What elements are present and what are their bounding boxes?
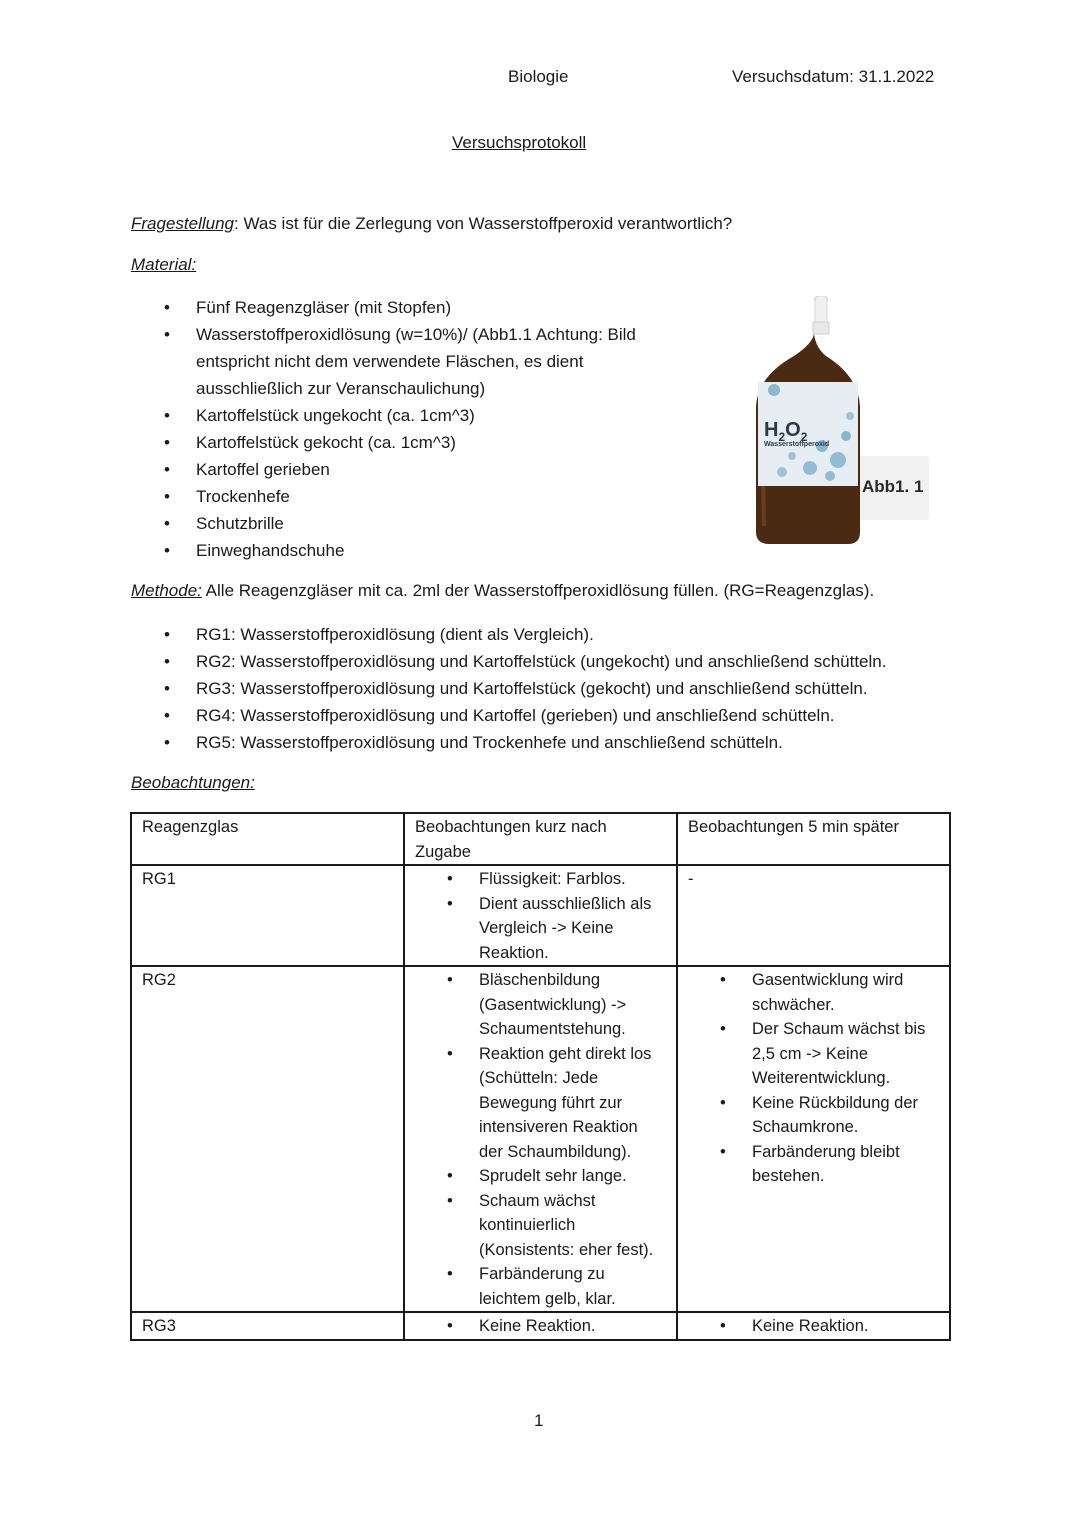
figure-caption: Abb1. 1 — [862, 477, 924, 496]
table-cell-kurz — [404, 966, 677, 1312]
h2o2-bottle-figure — [752, 296, 932, 548]
table-row — [131, 966, 950, 1312]
material-item: • Kartoffel gerieben — [131, 456, 676, 483]
material-label: Material: — [131, 255, 197, 274]
table-cell-spaeter — [677, 966, 950, 1312]
material-item: • Einweghandschuhe — [131, 537, 676, 564]
header-date: Versuchsdatum: 31.1.2022 — [732, 67, 935, 86]
table-header-cell: Reagenzglas — [131, 813, 404, 865]
methode-item: • RG1: Wasserstoffperoxidlösung (dient als Vergleich). — [131, 621, 991, 648]
table-header-row — [131, 813, 950, 865]
table-header-cell: Beobachtungen 5 min später — [677, 813, 950, 865]
table-row — [131, 1312, 950, 1340]
methode-line — [131, 581, 874, 601]
material-item: • Wasserstoffperoxidlösung (w=10%)/ (Abb1.1 Achtung: Bild entspricht nicht dem verwendete Fläschen, es dient ausschließlich zur Veranschaulichung) — [131, 321, 676, 402]
methode-item: • RG4: Wasserstoffperoxidlösung und Kartoffel (gerieben) und anschließend schütteln. — [131, 702, 991, 729]
table-cell-kurz — [404, 865, 677, 966]
list-item: • Keine Reaktion. — [688, 1314, 939, 1339]
table-row — [131, 865, 950, 966]
material-item: • Kartoffelstück ungekocht (ca. 1cm^3) — [131, 402, 676, 429]
beobachtungen-label: Beobachtungen: — [131, 773, 255, 792]
material-item: • Kartoffelstück gekocht (ca. 1cm^3) — [131, 429, 676, 456]
list-item: • Farbänderung bleibt bestehen. — [688, 1140, 939, 1189]
list-item: • Bläschenbildung (Gasentwicklung) -> Schaumentstehung. — [415, 968, 666, 1042]
fragestellung-label: Fragestellung — [131, 214, 235, 233]
bottle-image — [752, 296, 932, 548]
methode-item: • RG2: Wasserstoffperoxidlösung und Kartoffelstück (ungekocht) und anschließend schütteln. — [131, 648, 991, 675]
methode-item: • RG3: Wasserstoffperoxidlösung und Kartoffelstück (gekocht) und anschließend schütteln. — [131, 675, 991, 702]
fragestellung-text: : Was ist für die Zerlegung von Wasserstoffperoxid verantwortlich? — [234, 214, 733, 233]
list-item: • Schaum wächst kontinuierlich (Konsistents: eher fest). — [415, 1189, 666, 1263]
table-cell-rg: RG2 — [131, 966, 404, 1312]
list-item: • Keine Reaktion. — [415, 1314, 666, 1339]
material-item: • Schutzbrille — [131, 510, 676, 537]
table-cell-rg: RG3 — [131, 1312, 404, 1340]
methode-item: • RG5: Wasserstoffperoxidlösung und Trockenhefe und anschließend schütteln. — [131, 729, 991, 756]
bottle-label-text: Wasserstoffperoxid — [764, 441, 830, 448]
methode-label: Methode: — [131, 581, 202, 600]
bottle-formula: $H_2O_2$ — [764, 419, 808, 444]
table-cell-rg: RG1 — [131, 865, 404, 966]
list-item: • Keine Rückbildung der Schaumkrone. — [688, 1091, 939, 1140]
table-header-cell: Beobachtungen kurz nach Zugabe — [404, 813, 677, 865]
table-cell-spaeter: - — [677, 865, 950, 966]
header-subject: Biologie — [508, 67, 569, 86]
observation-table — [130, 812, 951, 1341]
beobachtungen-heading — [131, 773, 255, 793]
methode-list — [131, 621, 991, 756]
material-item: • Trockenhefe — [131, 483, 676, 510]
material-heading — [131, 255, 196, 275]
methode-text: Alle Reagenzgläser mit ca. 2ml der Wasserstoffperoxidlösung füllen. (RG=Reagenzglas). — [201, 581, 875, 600]
fragestellung-line — [131, 214, 732, 234]
list-item: • Farbänderung zu leichtem gelb, klar. — [415, 1262, 666, 1311]
list-item: • Der Schaum wächst bis 2,5 cm -> Keine Weiterentwicklung. — [688, 1017, 939, 1091]
list-item: • Flüssigkeit: Farblos. — [415, 867, 666, 892]
material-item: • Fünf Reagenzgläser (mit Stopfen) — [131, 294, 676, 321]
table-cell-kurz — [404, 1312, 677, 1340]
list-item: • Sprudelt sehr lange. — [415, 1164, 666, 1189]
list-item: • Reaktion geht direkt los (Schütteln: Jede Bewegung führt zur intensiveren Reaktion der Schaumbildung). — [415, 1042, 666, 1165]
list-item: • Dient ausschließlich als Vergleich -> Keine Reaktion. — [415, 892, 666, 966]
material-list — [131, 294, 676, 564]
page-number: 1 — [534, 1411, 544, 1430]
table-cell-spaeter — [677, 1312, 950, 1340]
page-title: Versuchsprotokoll — [452, 133, 587, 152]
list-item: • Gasentwicklung wird schwächer. — [688, 968, 939, 1017]
bottle-cap — [815, 296, 827, 324]
